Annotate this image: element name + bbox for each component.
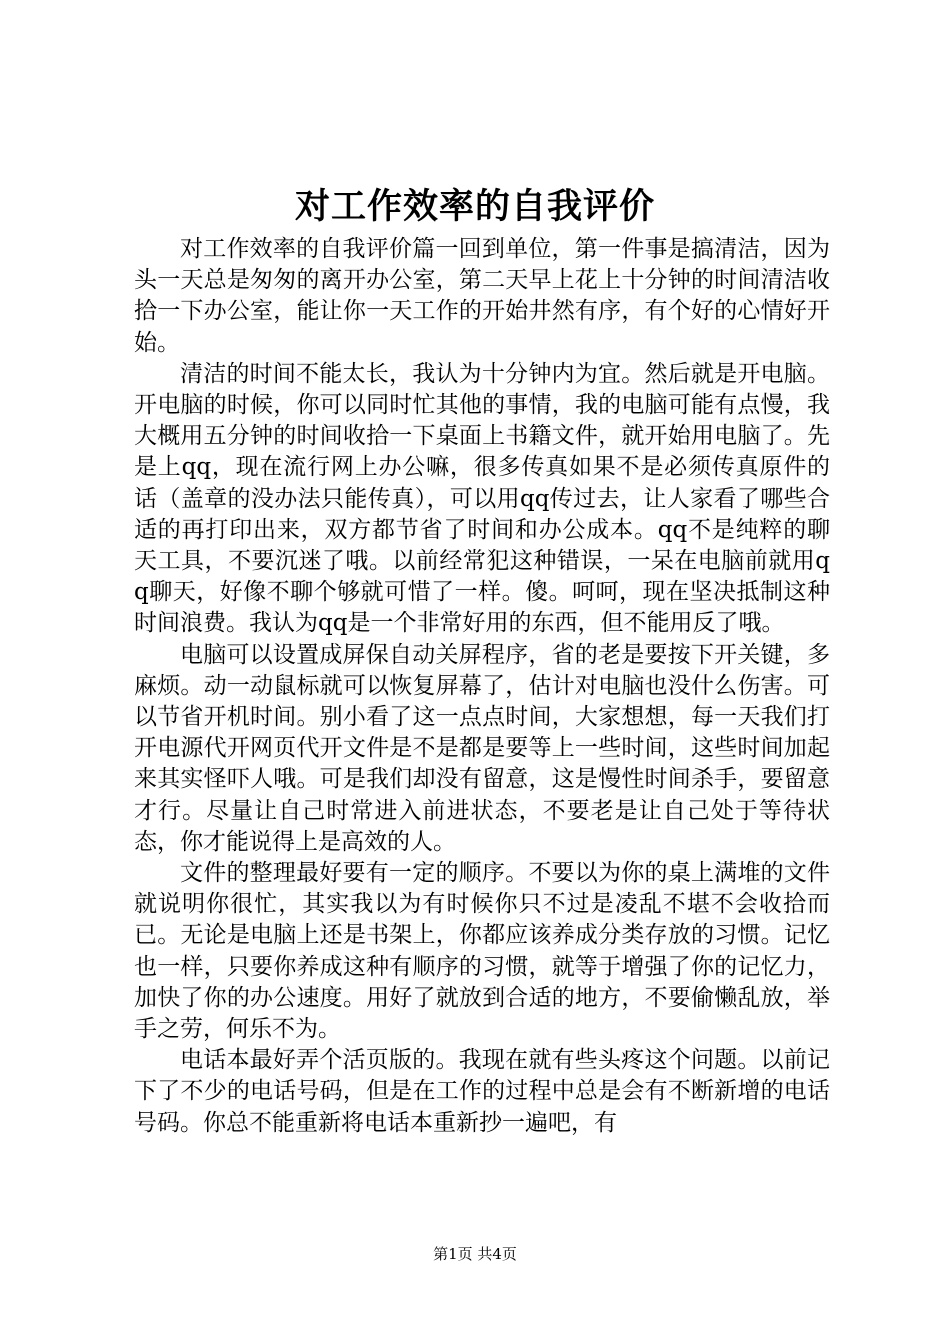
paragraph: 对工作效率的自我评价篇一回到单位，第一件事是搞清洁，因为头一天总是匆匆的离开办公室，第二天早上花上十分钟的时间清洁收拾一下办公室，能让你一天工作的开始井然有序，有个好的心情好开始。: [134, 236, 830, 356]
paragraph: 文件的整理最好要有一定的顺序。不要以为你的桌上满堆的文件就说明你很忙，其实我以为有时候你只不过是凌乱不堪不会收拾而已。无论是电脑上还是书架上，你都应该养成分类存放的习惯。记忆也一样，只要你养成这种有顺序的习惯，就等于增强了你的记忆力，加快了你的办公速度。用好了就放到合适的地方，不要偷懒乱放，举手之劳，何乐不为。: [134, 860, 830, 1043]
document-body: [134, 234, 830, 1139]
paragraph: 清洁的时间不能太长，我认为十分钟内为宜。然后就是开电脑。开电脑的时候，你可以同时忙其他的事情，我的电脑可能有点慢，我大概用五分钟的时间收拾一下桌面上书籍文件，就开始用电脑了。先是上qq，现在流行网上办公嘛，很多传真如果不是必须传真原件的话（盖章的没办法只能传真），可以用qq传过去，让人家看了哪些合适的再打印出来，双方都节省了时间和办公成本。qq不是纯粹的聊天工具，不要沉迷了哦。以前经常犯这种错误，一呆在电脑前就用qq聊天，好像不聊个够就可惜了一样。傻。呵呵，现在坚决抵制这种时间浪费。我认为qq是一个非常好用的东西，但不能用反了哦。: [134, 360, 830, 637]
page-number-footer: 第1页 共4页: [433, 1245, 517, 1263]
paragraph: 电脑可以设置成屏保自动关屏程序，省的老是要按下开关键，多麻烦。动一动鼠标就可以恢复屏幕了，估计对电脑也没什么伤害。可以节省开机时间。别小看了这一点点时间，大家想想，每一天我们打开电源代开网页代开文件是不是都是要等上一些时间，这些时间加起来其实怪吓人哦。可是我们却没有留意，这是慢性时间杀手，要留意才行。尽量让自己时常进入前进状态，不要老是让自己处于等待状态，你才能说得上是高效的人。: [134, 641, 830, 855]
paragraph: 电话本最好弄个活页版的。我现在就有些头疼这个问题。以前记下了不少的电话号码，但是在工作的过程中总是会有不断新增的电话号码。你总不能重新将电话本重新抄一遍吧，有: [134, 1047, 830, 1136]
document-title: 对工作效率的自我评价: [294, 186, 655, 227]
